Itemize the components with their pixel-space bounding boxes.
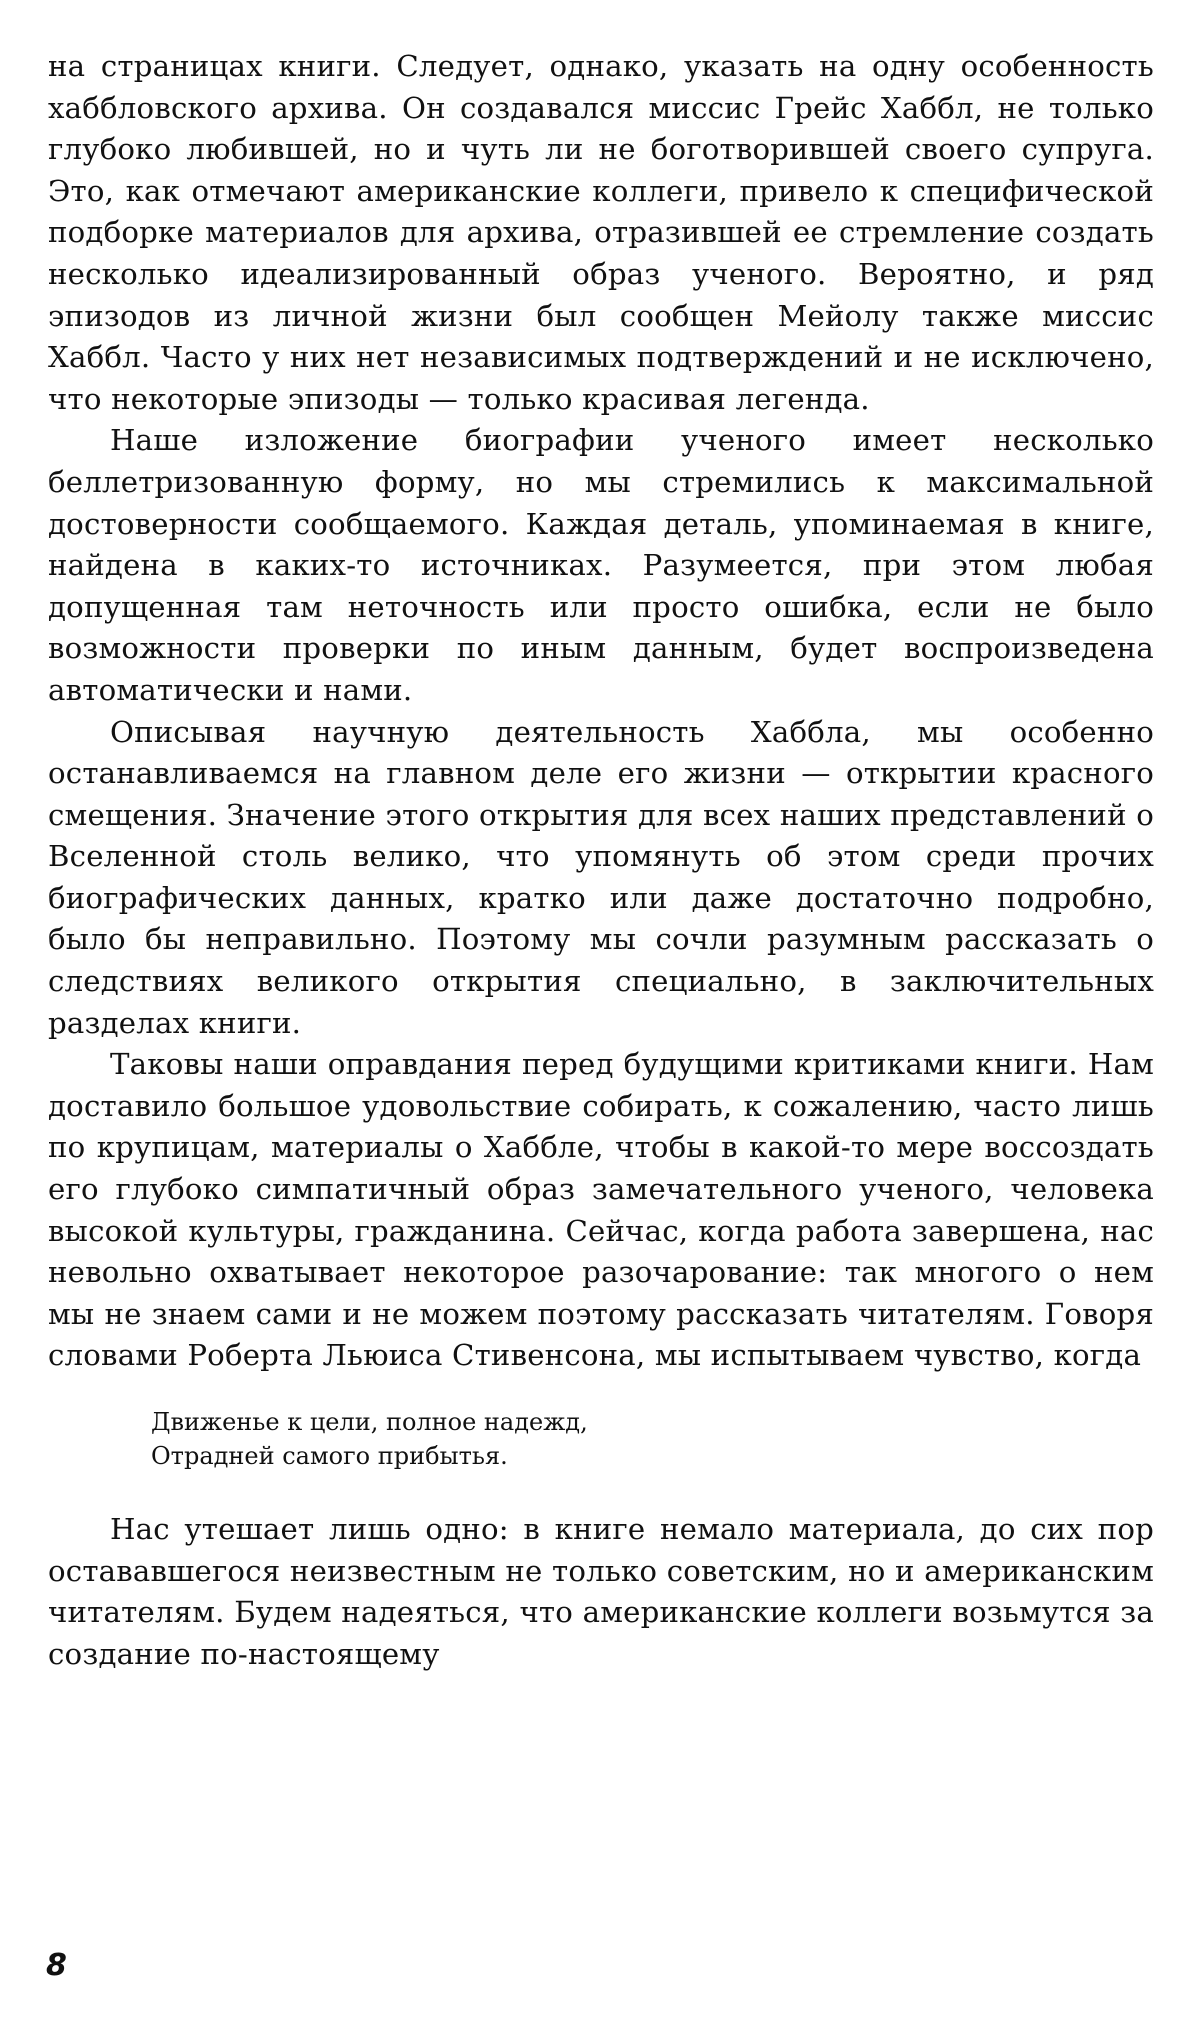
verse-quote <box>151 1405 1154 1473</box>
verse-line-1: Движенье к цели, полное надежд, <box>151 1408 588 1436</box>
paragraph-4: Таковы наши оправдания перед будущими критиками книги. Нам доставило большое удовольствие собирать, к сожалению, часто лишь по крупицам, материалы о Хаббле, чтобы в какой-то мере воссоздать его глубоко симпатичный образ замечательного ученого, человека высокой культуры, гражданина. Сейчас, когда работа завершена, нас невольно охватывает некоторое разочарование: так многого о нем мы не знаем сами и не можем поэтому рассказать читателям. Говоря словами Роберта Льюиса Стивенсона, мы испытываем чувство, когда <box>48 1047 1154 1373</box>
paragraph-5: Нас утешает лишь одно: в книге немало материала, до сих пор остававшегося неизвестным не только советским, но и американским читателям. Будем надеяться, что американские коллеги возьмутся за создание по-настоящему <box>48 1512 1154 1671</box>
paragraph-1: на страницах книги. Следует, однако, указать на одну особенность хаббловского архива. Он создавался миссис Грейс Хаббл, не только глубоко любившей, но и чуть ли не боготворившей своего супруга. Это, как отмечают американские коллеги, привело к специфической подборке материалов для архива, отразившей ее стремление создать несколько идеализированный образ ученого. Вероятно, и ряд эпизодов из личной жизни был сообщен Мейолу также миссис Хаббл. Часто у них нет независимых подтверждений и не исключено, что некоторые эпизоды — только красивая легенда. <box>48 49 1154 416</box>
page-body <box>48 46 1154 1675</box>
paragraph-2: Наше изложение биографии ученого имеет несколько беллетризованную форму, но мы стремились к максимальной достоверности сообщаемого. Каждая деталь, упоминаемая в книге, найдена в каких-то источниках. Разумеется, при этом любая допущенная там неточность или просто ошибка, если не было возможности проверки по иным данным, будет воспроизведена автоматически и нами. <box>48 423 1154 707</box>
verse-line-2: Отрадней самого прибытья. <box>151 1442 508 1470</box>
paragraph-3: Описывая научную деятельность Хаббла, мы особенно останавливаемся на главном деле его жизни — открытии красного смещения. Значение этого открытия для всех наших представлений о Вселенной столь велико, что упомянуть об этом среди прочих биографических данных, кратко или даже достаточно подробно, было бы неправильно. Поэтому мы сочли разумным рассказать о следствиях великого открытия специально, в заключительных разделах книги. <box>48 714 1154 1040</box>
page-number: 8 <box>46 1948 67 1983</box>
